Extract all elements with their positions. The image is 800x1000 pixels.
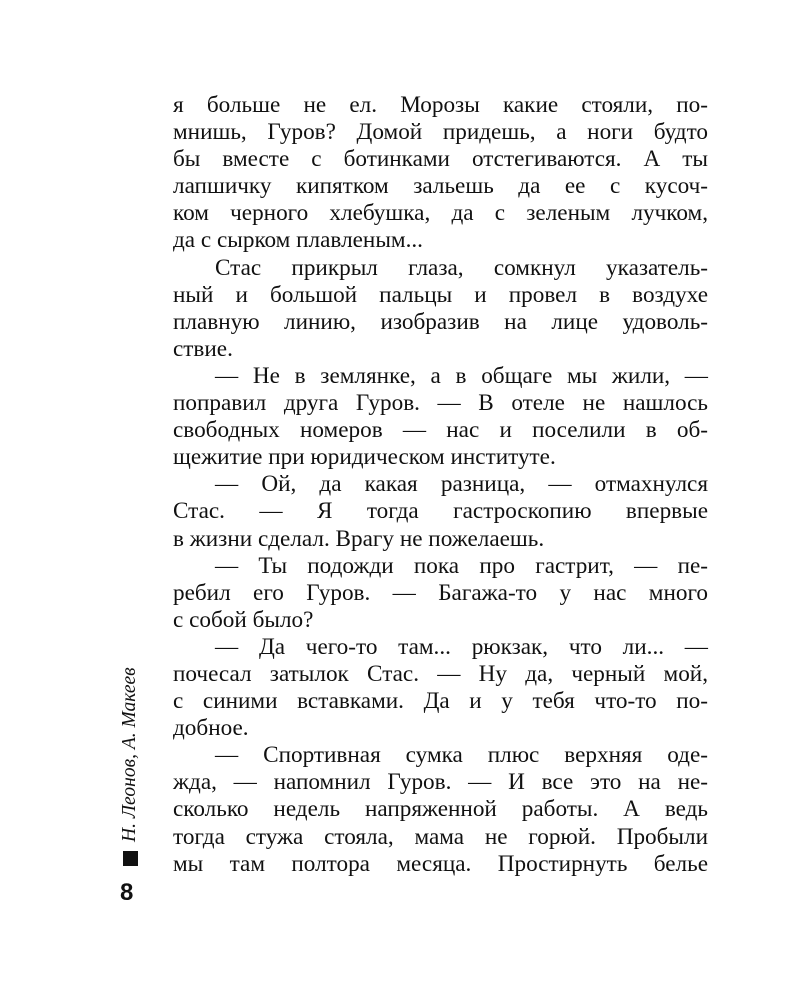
text-line: мы там полтора месяца. Простирнуть белье [173,850,708,877]
text-line: я больше не ел. Морозы какие стояли, по- [173,92,708,118]
text-line: — Спортивная сумка плюс верхняя оде- [215,742,708,769]
text-line: сколько недель напряженной работы. А ведь [173,796,708,823]
text-line: с собой было? [173,606,314,633]
page-body-text [173,92,708,878]
text-line: в жизни сделал. Врагу не пожелаешь. [173,525,545,552]
text-line: Стас прикрыл глаза, сомкнул указатель- [215,254,708,281]
text-line: — Ты подожди пока про гастрит, — пе- [215,552,708,579]
text-line: Стас. — Я тогда гастроскопию впервые [173,498,708,525]
text-line: почесал затылок Стас. — Ну да, черный мой, [173,660,708,687]
text-line: жда, — напомнил Гуров. — И все это на не- [173,769,708,796]
text-line: с синими вставками. Да и у тебя что-то по- [173,688,708,715]
text-line: плавную линию, изобразив на лице удоволь- [173,308,708,335]
text-line: щежитие при юридическом институте. [173,444,556,471]
text-line: — Да чего-то там... рюкзак, что ли... — [215,633,708,660]
text-line: лапшичку кипятком зальешь да ее с кусоч- [173,173,708,200]
text-line: ный и большой пальцы и провел в воздухе [173,281,708,308]
text-line: свободных номеров — нас и поселили в об- [173,417,708,444]
text-line: ствие. [173,335,233,362]
text-line: ребил его Гуров. — Багажа-то у нас много [173,579,708,606]
page-number: 8 [120,879,134,906]
text-line: да с сырком плавленым... [173,227,423,254]
text-line: тогда стужа стояла, мама не горюй. Пробыли [173,823,708,850]
text-line: ком черного хлебушка, да с зеленым лучком, [173,200,708,227]
text-line: поправил друга Гуров. — В отеле не нашлось [173,390,708,417]
text-line: бы вместе с ботинками отстегиваются. А ты [173,146,708,173]
text-line: мнишь, Гуров? Домой придешь, а ноги будто [173,119,708,146]
running-head-author: Н. Леонов, А. Макеев [119,667,140,842]
text-line: — Не в землянке, а в общаге мы жили, — [215,362,708,389]
text-line: — Ой, да какая разница, — отмахнулся [215,471,708,498]
square-bullet-icon [123,851,138,866]
text-line: добное. [173,715,249,742]
